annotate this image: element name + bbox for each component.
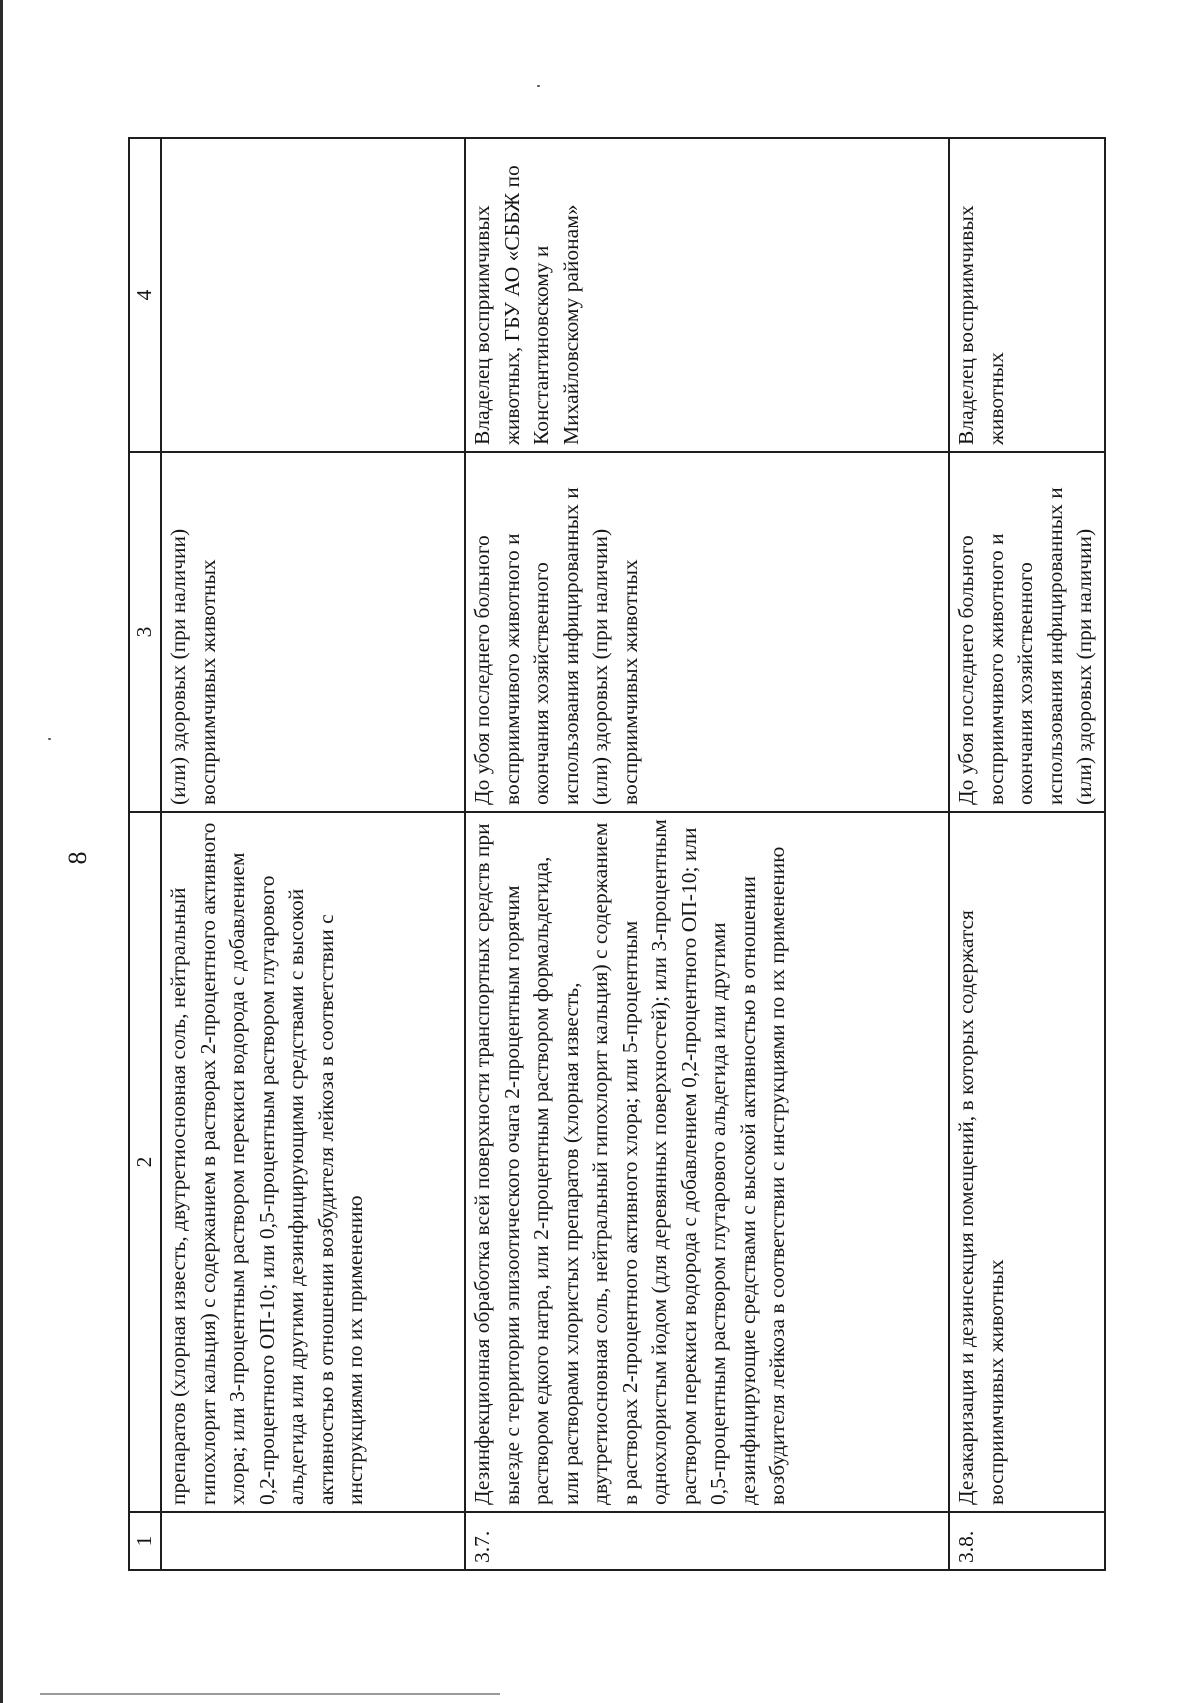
column-header: 3 bbox=[129, 452, 161, 812]
column-header: 2 bbox=[129, 812, 161, 1512]
row-number-cell bbox=[161, 1512, 465, 1570]
table-header-row bbox=[129, 138, 161, 1570]
measure-cell: Дезинфекционная обработка всей поверхности транспортных средств при выезде с территории эпизоотического очага 2-процентным горячим раствором едкого натра, или 2-процентным раствором формальдегида, или растворами хлористых препаратов (хлорная известь, двутретиосновная соль, нейтральный гипохлорит кальция) с содержанием в растворах 2-процентного активного хлора; или 5-процентным однохлористым йодом (для деревянных поверхностей); или 3-процентным раствором перекиси водорода с добавлением 0,2-процентного ОП-10; или 0,5-процентным раствором глутарового альдегида или другими дезинфицирующие средствами с высокой активностью в отношении возбудителя лейкоза в соответствии с инструкциями по их применению bbox=[465, 812, 949, 1512]
row-number-cell: 3.7. bbox=[465, 1512, 949, 1570]
table-row bbox=[161, 138, 465, 1570]
responsible-cell bbox=[161, 138, 465, 452]
table-row bbox=[949, 138, 1105, 1570]
page-number: 8 bbox=[63, 851, 92, 865]
table-row bbox=[465, 138, 949, 1570]
row-number-cell: 3.8. bbox=[949, 1512, 1105, 1570]
responsible-cell: Владелец восприимчивых животных, ГБУ АО «СББЖ по Константиновскому и Михайловскому районам» bbox=[465, 138, 949, 452]
measure-cell: Дезакаризация и дезинсекция помещений, в которых содержатся восприимчивых животных bbox=[949, 812, 1105, 1512]
column-header: 1 bbox=[129, 1512, 161, 1570]
responsible-cell: Владелец восприимчивых животных bbox=[949, 138, 1105, 452]
period-cell: До убоя последнего больного восприимчивого животного и окончания хозяйственного использования инфицированных и (или) здоровых (при наличии) восприимчивых животных bbox=[465, 452, 949, 812]
column-header: 4 bbox=[129, 138, 161, 452]
measures-table bbox=[128, 137, 1106, 1571]
period-cell: До убоя последнего больного восприимчивого животного и окончания хозяйственного использования инфицированных и (или) здоровых (при наличии) bbox=[949, 452, 1105, 812]
measure-cell: препаратов (хлорная известь, двутретиосновная соль, нейтральный гипохлорит кальция) с содержанием в растворах 2-процентного активного хлора; или 3-процентным раствором перекиси водорода с добавлением 0,2-процентного ОП-10; или 0,5-процентным раствором глутарового альдегида или другими дезинфицирующими средствами с высокой активностью в отношении возбудителя лейкоза в соответствии с инструкциями по их применению bbox=[161, 812, 465, 1512]
period-cell: (или) здоровых (при наличии) восприимчивых животных bbox=[161, 452, 465, 812]
